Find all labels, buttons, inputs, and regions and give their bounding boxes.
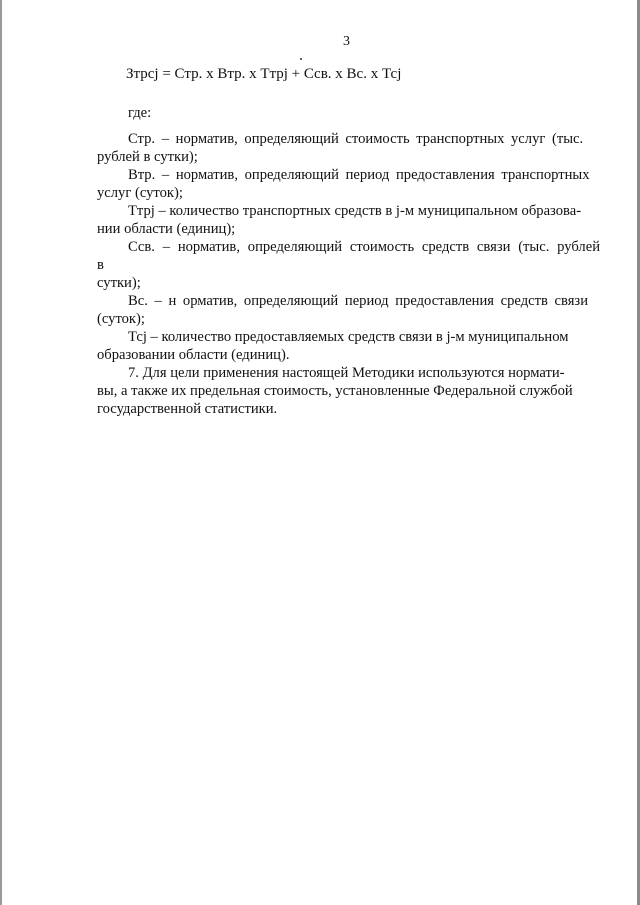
definitions-block [97,104,600,418]
clause-7 [97,364,600,418]
definition-comms-cost [97,238,600,292]
definition-transport-period [97,166,600,202]
definition-line: Ттрj – количество транспортных средств в j-м муниципальном образова- [128,203,582,219]
definition-line: нии области (единиц); [97,221,236,237]
definition-comms-period [97,292,600,328]
scan-edge-left [0,0,2,905]
definition-line: сутки); [97,275,141,291]
definition-line: рублей в сутки); [97,149,198,165]
definition-comms-count [97,328,600,364]
scan-speck [300,58,302,60]
where-label: где: [128,105,152,121]
definition-line: Тсj – количество предоставляемых средств связи в j-м муниципальном [128,329,569,345]
definition-line: услуг (суток); [97,185,183,201]
definition-line: образовании области (единиц). [97,347,290,363]
definition-line: Ссв. – норматив, определяющий стоимость средств связи (тыс. рублей в [97,239,600,273]
definition-line: Вс. – н орматив, определяющий период предоставления средств связи [128,293,589,309]
page-number: 3 [343,34,350,49]
cost-formula: Зтрсj = Стр. х Втр. х Ттрj + Ссв. х Вс. х Тсj [126,66,402,82]
definition-transport-count [97,202,600,238]
definition-transport-cost [97,130,600,166]
clause-line: вы, а также их предельная стоимость, установленные Федеральной службой [97,383,573,399]
definition-line: Втр. – норматив, определяющий период предоставления транспортных [128,167,590,183]
clause-line: 7. Для цели применения настоящей Методики используются нормати- [128,365,565,381]
definition-line: Стр. – норматив, определяющий стоимость транспортных услуг (тыс. [128,131,584,147]
definition-line: (суток); [97,311,145,327]
clause-line: государственной статистики. [97,401,278,417]
